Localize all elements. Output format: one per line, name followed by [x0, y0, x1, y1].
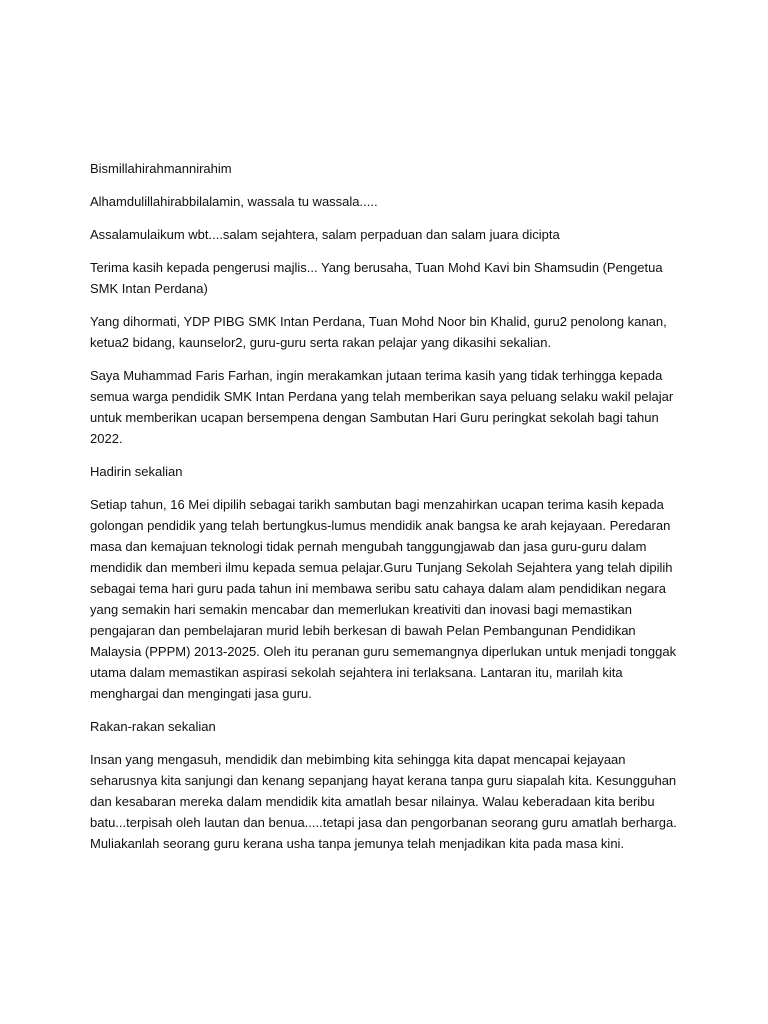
appreciation-paragraph: Insan yang mengasuh, mendidik dan mebimbing kita sehingga kita dapat mencapai kejayaan seharusnya kita sanjungi dan kenang sepanjang hayat kerana tanpa guru siapalah kita. Kesungguhan dan kesabaran mereka dalam mendidik kita amatlah besar nilainya. Walau keberadaan kita beribu batu...terpisah oleh lautan dan benua.....tetapi jasa dan pengorbanan seorang guru amatlah berharga. Muliakanlah seorang guru kerana usha tanpa jemunya telah menjadikan kita pada masa kini. [90, 752, 677, 851]
speech-text [90, 158, 690, 866]
honoured-guests: Yang dihormati, YDP PIBG SMK Intan Perdana, Tuan Mohd Noor bin Khalid, guru2 penolong kanan, ketua2 bidang, kaunselor2, guru-guru serta rakan pelajar yang dikasihi sekalian. [90, 314, 667, 350]
greeting-salam: Assalamulaikum wbt....salam sejahtera, salam perpaduan dan salam juara dicipta [90, 227, 560, 242]
opening-basmalah: Bismillahirahmannirahim [90, 161, 232, 176]
teachers-day-paragraph: Setiap tahun, 16 Mei dipilih sebagai tarikh sambutan bagi menzahirkan ucapan terima kasih kepada golongan pendidik yang telah bertungkus-lumus mendidik anak bangsa ke arah kejayaan. Peredaran masa dan kemajuan teknologi tidak pernah mengubah tanggungjawab dan jasa guru-guru dalam mendidik dan memberi ilmu kepada semua pelajar.Guru Tunjang Sekolah Sejahtera yang telah dipilih sebagai tema hari guru pada tahun ini membawa seribu satu cahaya dalam alam pendidikan negara yang semakin hari semakin mencabar dan memerlukan kreativiti dan inovasi bagi memastikan pengajaran dan pembelajaran murid lebih berkesan di bawah Pelan Pembangunan Pendidikan Malaysia (PPPM) 2013-2025. Oleh itu peranan guru sememangnya diperlukan untuk menjadi tonggak utama dalam memastikan aspirasi sekolah sejahtera ini terlaksana. Lantaran itu, marilah kita menghargai dan mengingati jasa guru. [90, 497, 677, 701]
opening-hamdalah: Alhamdulillahirabbilalamin, wassala tu wassala..... [90, 194, 378, 209]
section-heading-rakan: Rakan-rakan sekalian [90, 719, 216, 734]
thanks-chairperson: Terima kasih kepada pengerusi majlis... Yang berusaha, Tuan Mohd Kavi bin Shamsudin (Pengetua SMK Intan Perdana) [90, 260, 663, 296]
speaker-introduction: Saya Muhammad Faris Farhan, ingin merakamkan jutaan terima kasih yang tidak terhingga kepada semua warga pendidik SMK Intan Perdana yang telah memberikan saya peluang selaku wakil pelajar untuk memberikan ucapan bersempena dengan Sambutan Hari Guru peringkat sekolah bagi tahun 2022. [90, 368, 674, 446]
section-heading-hadirin: Hadirin sekalian [90, 464, 183, 479]
